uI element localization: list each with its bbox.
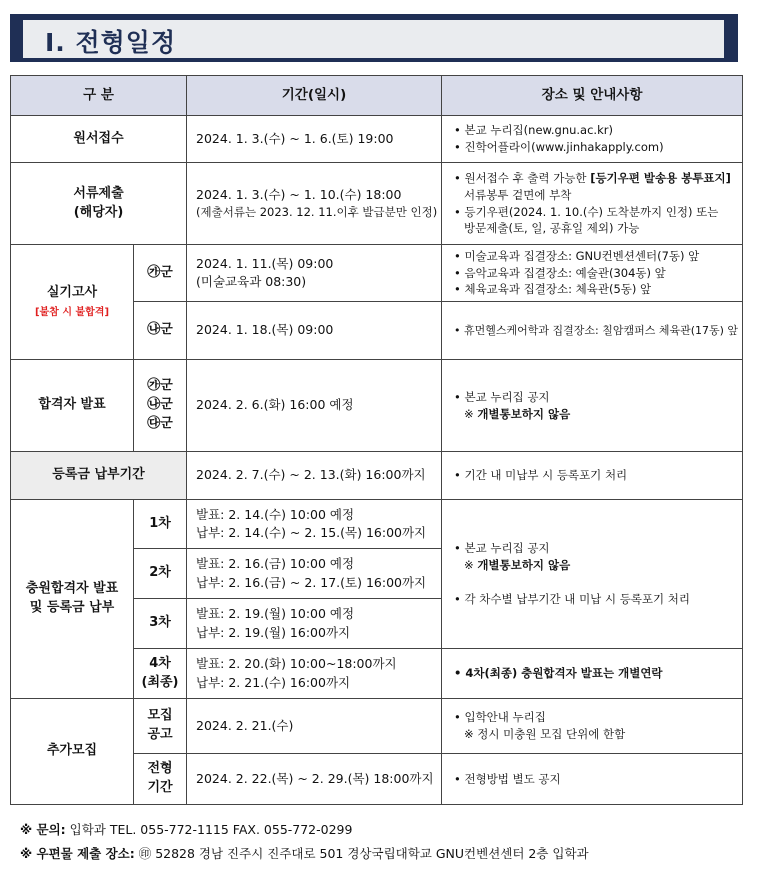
group-ga: ㉮군 — [134, 245, 187, 302]
notes-apply: • 본교 누리집(new.gnu.ac.kr) • 진학어플라이(www.jinhakapply.com) — [442, 116, 743, 163]
extra-round-3: 3차 — [134, 599, 187, 649]
notes-payment: • 기간 내 미납부 시 등록포기 처리 — [442, 452, 743, 500]
table-row — [11, 452, 743, 500]
mail-address: ㊞ 52828 경남 진주시 진주대로 501 경상국립대학교 GNU컨벤션센터 2층 입학과 — [138, 846, 589, 861]
absence-warning: [불참 시 불합격] — [34, 306, 110, 318]
row-label-payment: 등록금 납부기간 — [11, 452, 187, 500]
period-apply: 2024. 1. 3.(수) ~ 1. 6.(토) 19:00 — [187, 116, 442, 163]
period-additional-notice: 2024. 2. 21.(수) — [187, 699, 442, 754]
additional-period: 전형 기간 — [134, 754, 187, 805]
table-row — [11, 163, 743, 245]
section-title-box — [19, 20, 724, 58]
row-label-docs: 서류제출 (해당자) — [11, 163, 187, 245]
period-extra-2: 발표: 2. 16.(금) 10:00 예정 납부: 2. 16.(금) ~ 2. 17.(토) 16:00까지 — [187, 549, 442, 599]
table-row — [11, 245, 743, 302]
row-label-practical: 실기고사 [불참 시 불합격] — [11, 245, 134, 360]
table-row — [11, 500, 743, 549]
schedule-table — [10, 75, 743, 805]
row-label-additional: 추가모집 — [11, 699, 134, 805]
notes-practical-ga: • 미술교육과 집결장소: GNU컨벤션센터(7동) 앞 • 음악교육과 집결장소: 예술관(304동) 앞 • 체육교육과 집결장소: 체육관(5동) 앞 — [442, 245, 743, 302]
period-extra-4: 발표: 2. 20.(화) 10:00~18:00까지 납부: 2. 21.(수) 16:00까지 — [187, 649, 442, 699]
extra-round-1: 1차 — [134, 500, 187, 549]
notes-additional-notice: • 입학안내 누리집 ※ 정시 미충원 모집 단위에 한함 — [442, 699, 743, 754]
period-practical-na: 2024. 1. 18.(목) 09:00 — [187, 302, 442, 360]
table-header-row — [11, 76, 743, 116]
table-row — [11, 116, 743, 163]
footer-inquiry — [20, 820, 352, 838]
footer-mail — [20, 844, 589, 862]
period-practical-ga: 2024. 1. 11.(목) 09:00 (미술교육과 08:30) — [187, 245, 442, 302]
row-label-announce: 합격자 발표 — [11, 360, 134, 452]
notes-additional: • 전형방법 별도 공지 — [442, 754, 743, 805]
period-extra-3: 발표: 2. 19.(월) 10:00 예정 납부: 2. 19.(월) 16:00까지 — [187, 599, 442, 649]
section-title-bar — [10, 14, 738, 62]
additional-notice: 모집 공고 — [134, 699, 187, 754]
group-na: ㉯군 — [134, 302, 187, 360]
inquiry-label: ※ 문의: — [20, 822, 66, 837]
notes-practical-na: • 휴먼헬스케어학과 집결장소: 칠암캠퍼스 체육관(17동) 앞 — [442, 302, 743, 360]
extra-round-2: 2차 — [134, 549, 187, 599]
table-row — [11, 699, 743, 754]
mail-label: ※ 우편물 제출 장소: — [20, 846, 135, 861]
period-additional: 2024. 2. 22.(목) ~ 2. 29.(목) 18:00까지 — [187, 754, 442, 805]
row-label-extra: 충원합격자 발표 및 등록금 납부 — [11, 500, 134, 699]
period-docs: 2024. 1. 3.(수) ~ 1. 10.(수) 18:00 (제출서류는 2023. 12. 11.이후 발급분만 인정) — [187, 163, 442, 245]
notes-docs: • 원서접수 후 출력 가능한 [등기우편 발송용 봉투표지] 서류봉투 겉면에 부착 • 등기우편(2024. 1. 10.(수) 도착분까지 인정) 또는 방문제출(토, 일, 공휴일 제외) 가능 — [442, 163, 743, 245]
table-row — [11, 360, 743, 452]
period-announce: 2024. 2. 6.(화) 16:00 예정 — [187, 360, 442, 452]
header-place: 장소 및 안내사항 — [442, 76, 743, 116]
header-period: 기간(일시) — [187, 76, 442, 116]
header-category: 구 분 — [11, 76, 187, 116]
groups-announce: ㉮군 ㉯군 ㉰군 — [134, 360, 187, 452]
period-payment: 2024. 2. 7.(수) ~ 2. 13.(화) 16:00까지 — [187, 452, 442, 500]
row-label-apply: 원서접수 — [11, 116, 187, 163]
inquiry-contact: 입학과 TEL. 055-772-1115 FAX. 055-772-0299 — [69, 822, 353, 837]
period-extra-1: 발표: 2. 14.(수) 10:00 예정 납부: 2. 14.(수) ~ 2. 15.(목) 16:00까지 — [187, 500, 442, 549]
notes-extra: • 본교 누리집 공지 ※ 개별통보하지 않음 • 각 차수별 납부기간 내 미납 시 등록포기 처리 — [442, 500, 743, 649]
notes-extra-final: • 4차(최종) 충원합격자 발표는 개별연락 — [442, 649, 743, 699]
extra-round-4: 4차 (최종) — [134, 649, 187, 699]
section-title: Ⅰ. 전형일정 — [45, 28, 177, 57]
notes-announce: • 본교 누리집 공지 ※ 개별통보하지 않음 — [442, 360, 743, 452]
